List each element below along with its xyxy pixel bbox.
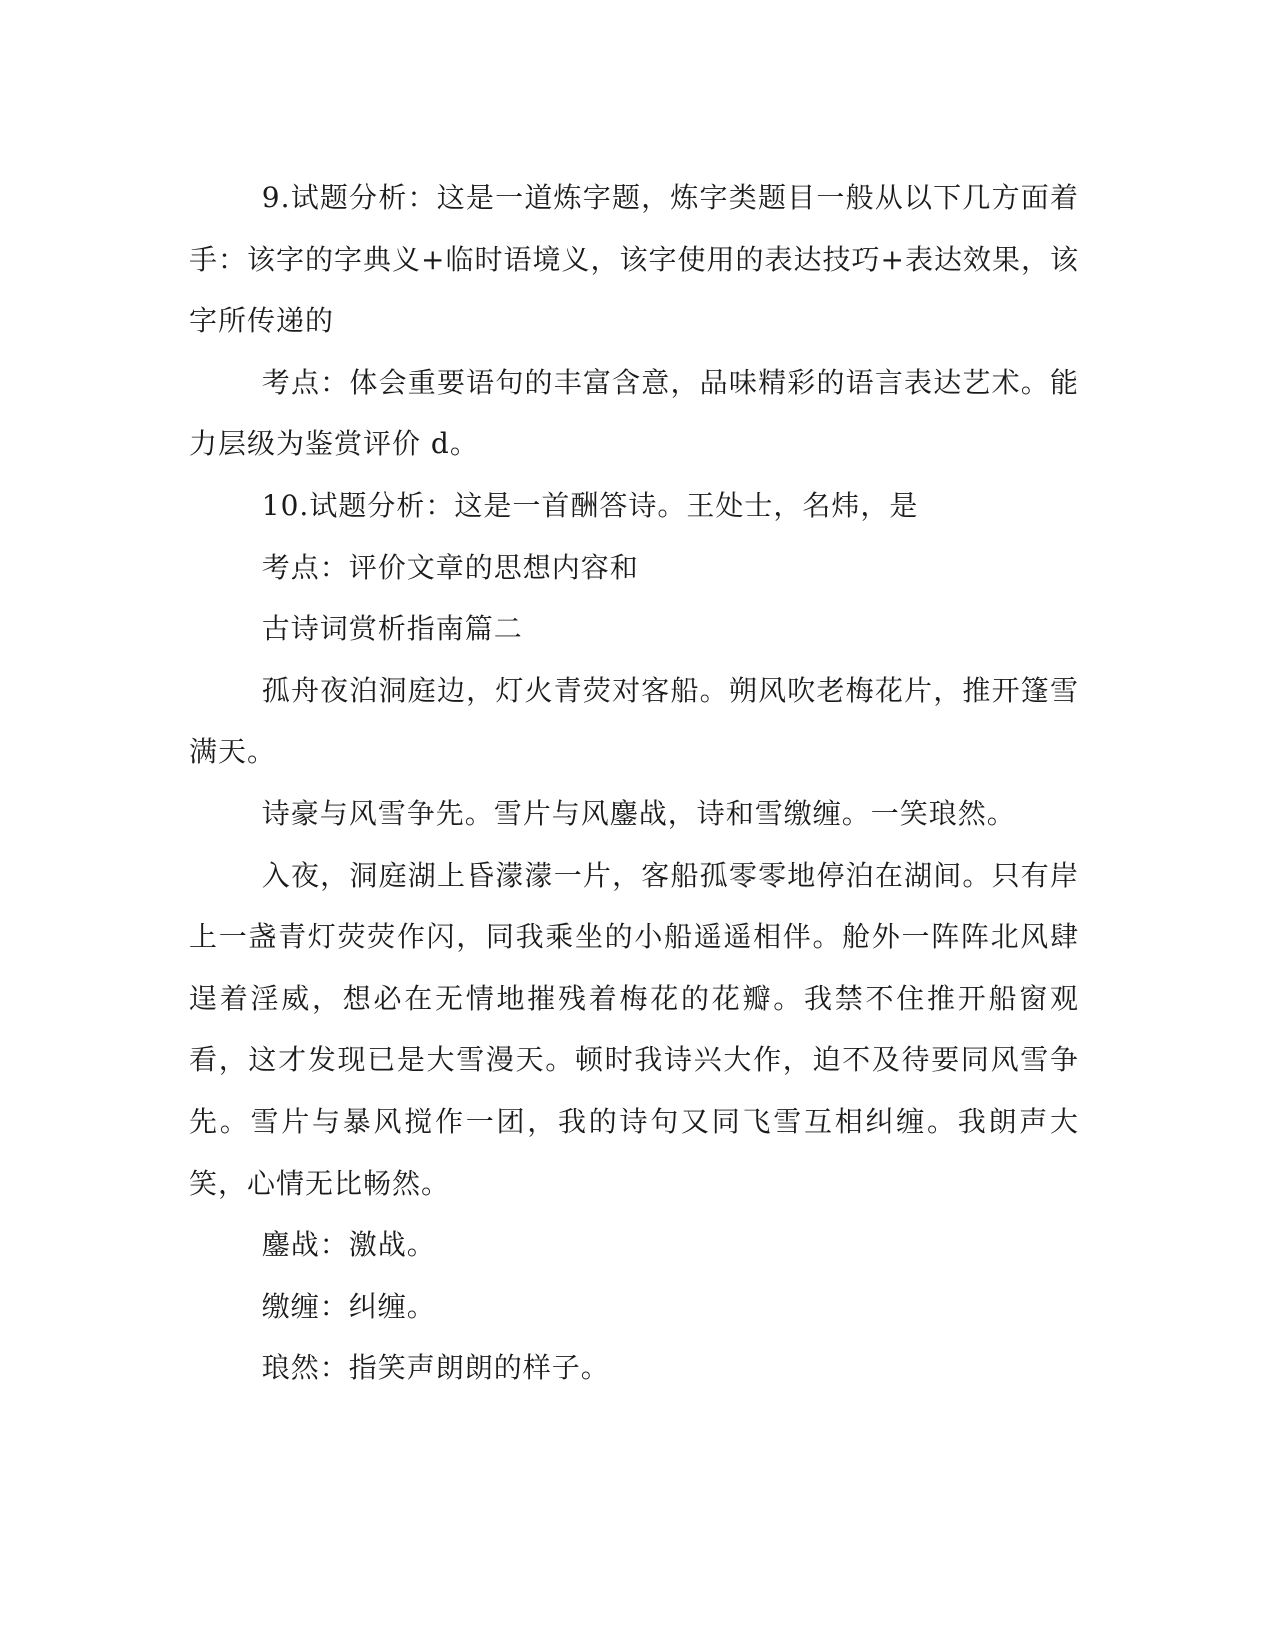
- annotation-langran: 琅然：指笑声朗朗的样子。: [261, 1351, 610, 1385]
- paragraph-kaodian-2: 考点：评价文章的思想内容和: [261, 550, 639, 584]
- poem-upper-stanza: 孤舟夜泊洞庭边，灯火青荧对客船。朔风吹老梅花片，推开篷雪满天。: [189, 673, 1079, 769]
- paragraph-analysis-9: 9.试题分析：这是一道炼字题，炼字类题目一般从以下几方面着手：该字的字典义+临时语境义，该字使用的表达技巧+表达效果，该字所传递的: [189, 181, 1079, 338]
- section-heading: 古诗词赏析指南篇二: [261, 612, 523, 646]
- annotation-aozhan: 鏖战：激战。: [261, 1228, 436, 1262]
- document-body: [189, 167, 1079, 1399]
- annotation-jiaochan: 缴缠：纠缠。: [261, 1289, 436, 1323]
- poem-translation: 入夜，洞庭湖上昏濛濛一片，客船孤零零地停泊在湖间。只有岸上一盏青灯荧荧作闪，同我乘坐的小船遥遥相伴。舱外一阵阵北风肆逞着淫威，想必在无情地摧残着梅花的花瓣。我禁不住推开船窗观看，这才发现已是大雪漫天。顿时我诗兴大作，迫不及待要同风雪争先。雪片与暴风搅作一团，我的诗句又同飞雪互相纠缠。我朗声大笑，心情无比畅然。: [189, 858, 1079, 1200]
- paragraph-analysis-10: 10.试题分析：这是一首酬答诗。王处士，名炜，是: [261, 488, 919, 522]
- poem-lower-stanza: 诗豪与风雪争先。雪片与风鏖战，诗和雪缴缠。一笑琅然。: [261, 796, 1016, 830]
- paragraph-kaodian-1: 考点：体会重要语句的丰富含意，品味精彩的语言表达艺术。能力层级为鉴赏评价 d。: [189, 365, 1079, 461]
